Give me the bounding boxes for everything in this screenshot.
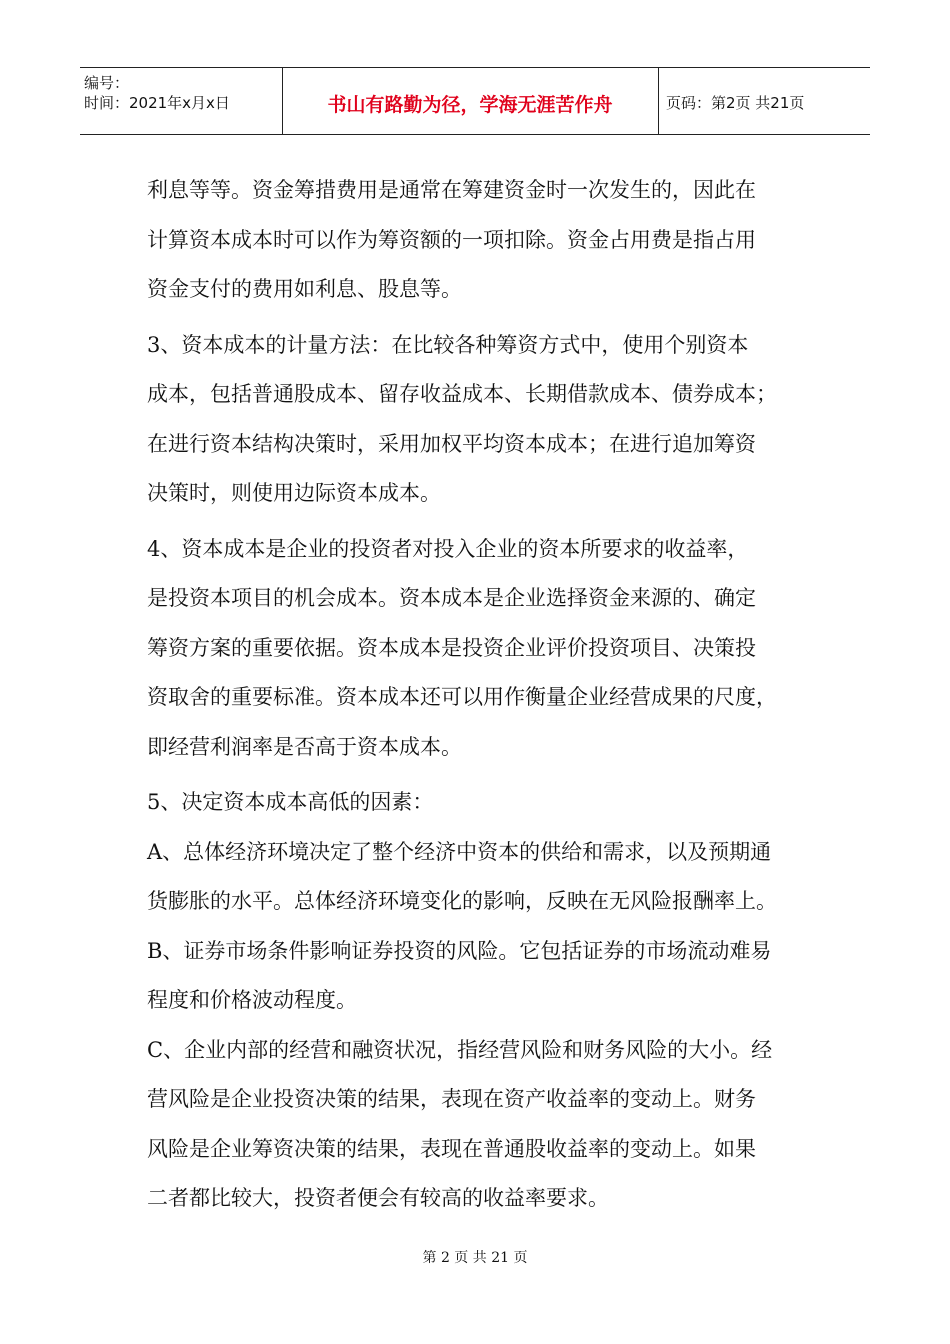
text-line: 3、资本成本的计量方法：在比较各种筹资方式中，使用个别资本 xyxy=(147,332,749,357)
text-line: 货膨胀的水平。总体经济环境变化的影响，反映在无风险报酬率上。 xyxy=(147,889,777,913)
text-line: C、企业内部的经营和融资状况，指经营风险和财务风险的大小。经 xyxy=(147,1037,773,1062)
text-line: 利息等等。资金筹措费用是通常在筹建资金时一次发生的，因此在 xyxy=(147,178,756,202)
text-line: 资取舍的重要标准。资本成本还可以用作衡量企业经营成果的尺度， xyxy=(147,685,777,709)
text-line: 决策时，则使用边际资本成本。 xyxy=(147,481,441,505)
text-line: 风险是企业筹资决策的结果，表现在普通股收益率的变动上。如果 xyxy=(147,1136,756,1161)
text-line: 筹资方案的重要依据。资本成本是投资企业评价投资项目、决策投 xyxy=(147,635,756,660)
document-body xyxy=(147,166,827,1224)
header-motto-cell xyxy=(282,68,659,134)
text-line: 程度和价格波动程度。 xyxy=(147,988,357,1012)
text-line: 资金支付的费用如利息、股息等。 xyxy=(147,277,462,301)
motto-text: 书山有路勤为径，学海无涯苦作舟 xyxy=(327,94,613,116)
page-footer: 第 2 页 共 21 页 xyxy=(422,1250,528,1266)
text-line: 营风险是企业投资决策的结果，表现在资产收益率的变动上。财务 xyxy=(147,1087,756,1111)
header-page-cell xyxy=(658,68,870,134)
text-line: 5、决定资本成本高低的因素： xyxy=(147,790,434,814)
text-line: 计算资本成本时可以作为筹资额的一项扣除。资金占用费是指占用 xyxy=(147,227,756,252)
header-page-label: 页码：第2页 共21页 xyxy=(666,94,805,112)
text-line: 是投资本项目的机会成本。资本成本是企业选择资金来源的、确定 xyxy=(147,586,756,610)
text-line: 4、资本成本是企业的投资者对投入企业的资本所要求的收益率， xyxy=(147,536,749,561)
page-header xyxy=(80,67,870,135)
text-line: A、总体经济环境决定了整个经济中资本的供给和需求，以及预期通 xyxy=(147,839,772,864)
text-line: 即经营利润率是否高于资本成本。 xyxy=(147,734,462,759)
text-line: 二者都比较大，投资者便会有较高的收益率要求。 xyxy=(147,1186,609,1210)
date-label: 时间：2021年x月x日 xyxy=(84,94,230,112)
serial-label: 编号： xyxy=(84,74,130,92)
text-line: 在进行资本结构决策时，采用加权平均资本成本；在进行追加筹资 xyxy=(147,431,756,456)
header-meta xyxy=(80,68,283,134)
text-line: B、证券市场条件影响证券投资的风险。它包括证券的市场流动难易 xyxy=(147,938,772,963)
text-line: 成本，包括普通股成本、留存收益成本、长期借款成本、债券成本； xyxy=(147,382,777,406)
